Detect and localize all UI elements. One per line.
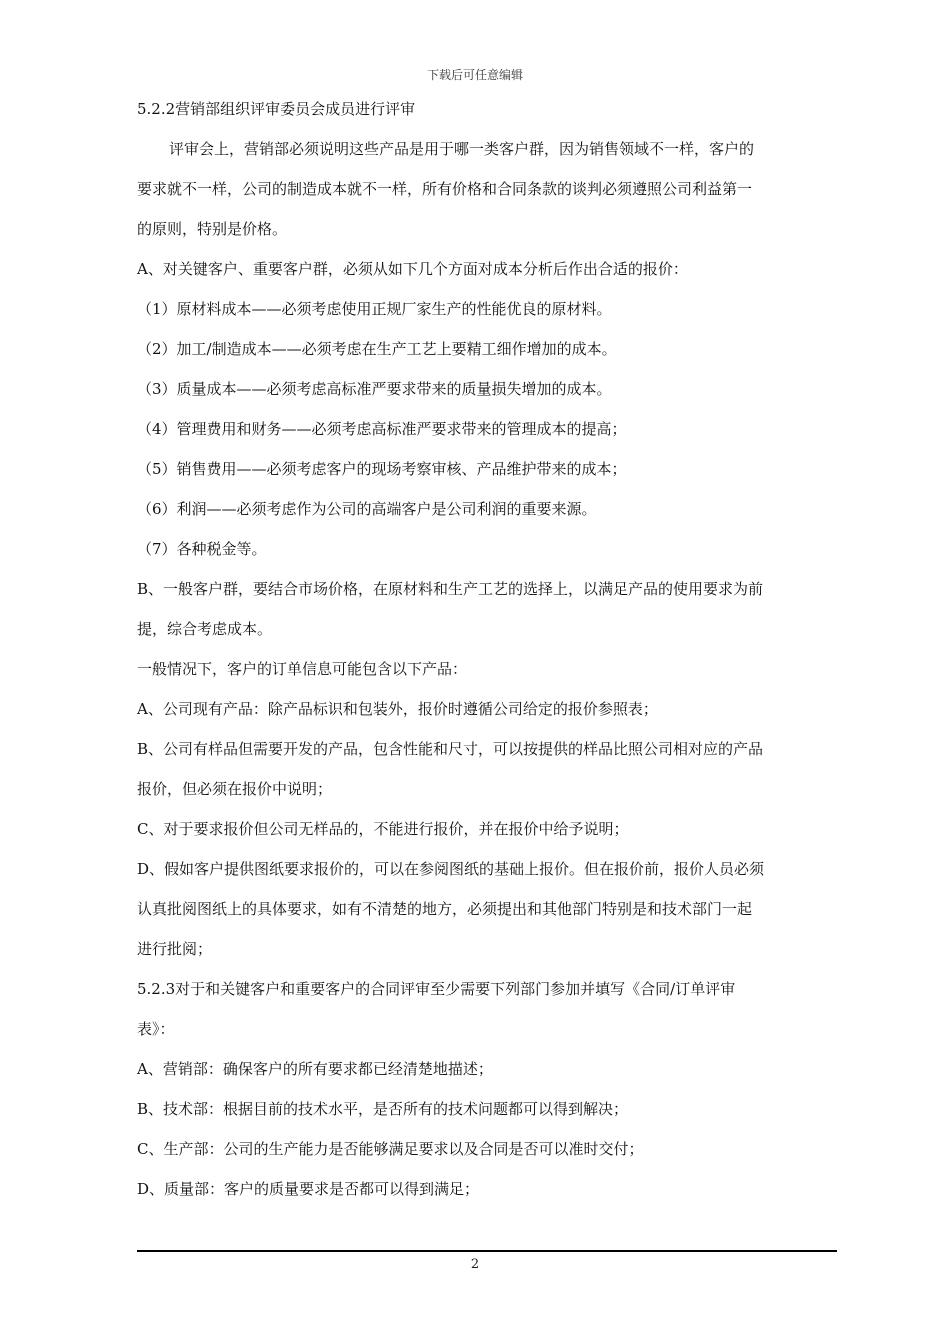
paragraph-line: 的原则，特别是价格。: [137, 220, 288, 238]
page-header-note: 下载后可任意编辑: [426, 68, 523, 82]
document-body: [137, 96, 831, 1216]
list-item: 认真批阅图纸上的具体要求，如有不清楚的地方，必须提出和其他部门特别是和技术部门一起: [137, 900, 753, 918]
list-item: D、假如客户提供图纸要求报价的，可以在参阅图纸的基础上报价。但在报价前，报价人员必须: [137, 860, 765, 878]
list-item: 报价，但必须在报价中说明；: [137, 780, 333, 798]
section-heading-5-2-3: 表》：: [137, 1020, 175, 1038]
list-item: B、公司有样品但需要开发的产品，包含性能和尺寸，可以按提供的样品比照公司相对应的产品: [137, 740, 764, 758]
list-item: A、公司现有产品：除产品标识和包装外，报价时遵循公司给定的报价参照表；: [137, 700, 658, 718]
paragraph-line: 提，综合考虑成本。: [137, 620, 273, 638]
section-heading-5-2-2: 5.2.2营销部组织评审委员会成员进行评审: [137, 100, 416, 118]
list-item: （5）销售费用——必须考虑客户的现场考察审核、产品维护带来的成本；: [137, 460, 627, 478]
list-item: （4）管理费用和财务——必须考虑高标准严要求带来的管理成本的提高；: [137, 420, 627, 438]
paragraph-line: 要求就不一样，公司的制造成本就不一样，所有价格和合同条款的谈判必须遵照公司利益第一: [137, 180, 753, 198]
list-item: C、对于要求报价但公司无样品的，不能进行报价，并在报价中给予说明；: [137, 820, 629, 838]
footer-rule: [137, 1250, 837, 1252]
list-item: D、质量部：客户的质量要求是否都可以得到满足；: [137, 1180, 480, 1198]
list-item: （6）利润——必须考虑作为公司的高端客户是公司利润的重要来源。: [137, 500, 597, 518]
paragraph-line: 评审会上，营销部必须说明这些产品是用于哪一类客户群，因为销售领域不一样，客户的: [169, 140, 755, 158]
page-number: 2: [470, 1257, 480, 1272]
list-heading-a: A、对关键客户、重要客户群，必须从如下几个方面对成本分析后作出合适的报价：: [137, 260, 688, 278]
paragraph-line: B、一般客户群，要结合市场价格，在原材料和生产工艺的选择上，以满足产品的使用要求为前: [137, 580, 764, 598]
list-item: （2）加工/制造成本——必须考虑在生产工艺上要精工细作增加的成本。: [137, 340, 617, 358]
list-item: （7）各种税金等。: [137, 540, 267, 558]
list-item: （1）原材料成本——必须考虑使用正规厂家生产的性能优良的原材料。: [137, 300, 612, 318]
list-item: （3）质量成本——必须考虑高标准严要求带来的质量损失增加的成本。: [137, 380, 612, 398]
list-item: C、生产部：公司的生产能力是否能够满足要求以及合同是否可以准时交付；: [137, 1140, 644, 1158]
list-item: 进行批阅；: [137, 940, 213, 958]
list-item: A、营销部：确保客户的所有要求都已经清楚地描述；: [137, 1060, 493, 1078]
paragraph-line: 一般情况下，客户的订单信息可能包含以下产品：: [137, 660, 468, 678]
section-heading-5-2-3: 5.2.3对于和关键客户和重要客户的合同评审至少需要下列部门参加并填写《合同/订单评审: [137, 980, 736, 998]
list-item: B、技术部：根据目前的技术水平，是否所有的技术问题都可以得到解决；: [137, 1100, 629, 1118]
